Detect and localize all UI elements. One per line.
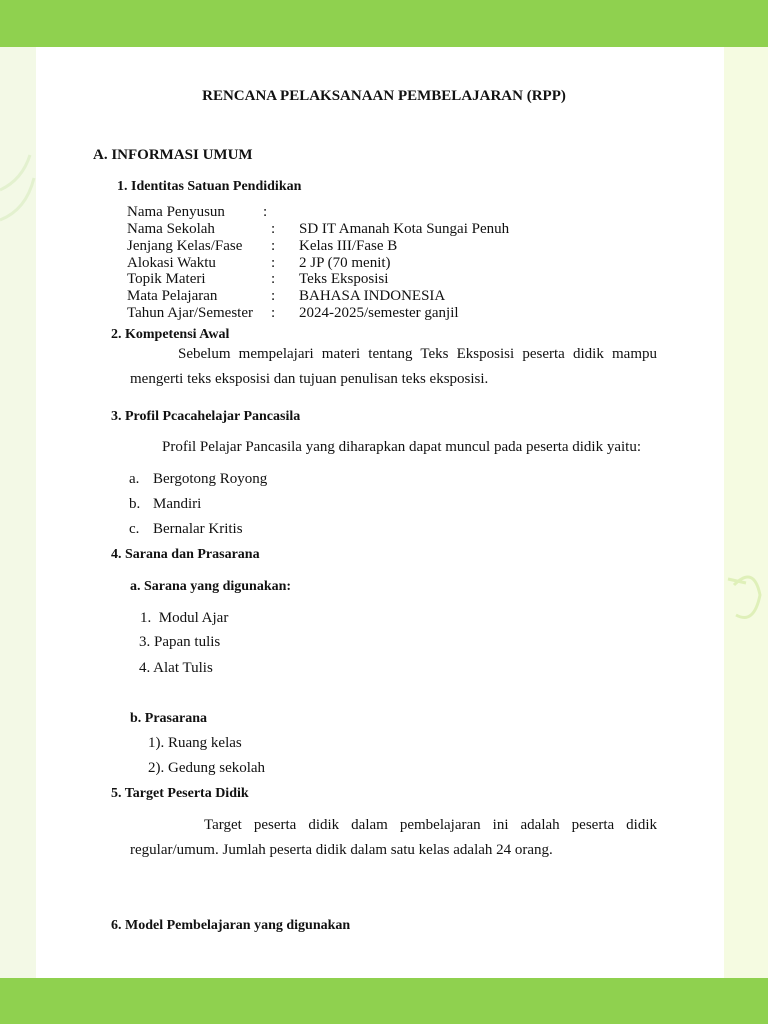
identitas-row bbox=[127, 221, 547, 238]
profil-heading: 3. Profil Pcacahelajar Pancasila bbox=[111, 409, 301, 424]
identitas-colon: : bbox=[271, 238, 276, 254]
identitas-row bbox=[127, 238, 547, 255]
identitas-value: Teks Eksposisi bbox=[299, 271, 389, 287]
identitas-value: SD IT Amanah Kota Sungai Penuh bbox=[299, 221, 510, 237]
identitas-value: BAHASA INDONESIA bbox=[299, 288, 446, 304]
kompetensi-heading: 2. Kompetensi Awal bbox=[111, 327, 230, 342]
identitas-colon: : bbox=[271, 255, 276, 271]
model-heading: 6. Model Pembelajaran yang digunakan bbox=[111, 918, 351, 933]
identitas-label: Tahun Ajar/Semester bbox=[127, 305, 253, 321]
identitas-row bbox=[127, 305, 547, 322]
bottom-green-band bbox=[0, 978, 768, 1024]
identitas-colon: : bbox=[271, 271, 276, 287]
identitas-colon: : bbox=[271, 221, 276, 237]
list-marker: b. bbox=[129, 496, 141, 512]
target-heading: 5. Target Peserta Didik bbox=[111, 786, 249, 801]
identitas-row bbox=[127, 204, 547, 221]
target-text-line: regular/umum. Jumlah peserta didik dalam satu kelas adalah 24 orang. bbox=[130, 842, 553, 858]
identitas-row bbox=[127, 271, 547, 288]
identitas-heading: 1. Identitas Satuan Pendidikan bbox=[117, 179, 302, 194]
top-green-band bbox=[0, 0, 768, 47]
leaf-decoration-right bbox=[724, 565, 768, 635]
leaf-decoration-left bbox=[0, 150, 36, 250]
list-item: Bergotong Royong bbox=[153, 471, 268, 487]
identitas-label: Topik Materi bbox=[127, 271, 206, 287]
identitas-colon: : bbox=[263, 204, 268, 220]
kompetensi-text-line: Sebelum mempelajari materi tentang Teks Eksposisi peserta didik mampu bbox=[178, 346, 657, 362]
right-margin bbox=[724, 47, 768, 978]
profil-intro: Profil Pelajar Pancasila yang diharapkan dapat muncul pada peserta didik yaitu: bbox=[162, 439, 642, 455]
kompetensi-text-line: mengerti teks eksposisi dan tujuan penulisan teks eksposisi. bbox=[130, 371, 489, 387]
list-item: 4. Alat Tulis bbox=[139, 660, 213, 676]
identitas-row bbox=[127, 255, 547, 272]
list-marker: a. bbox=[129, 471, 140, 487]
identitas-colon: : bbox=[271, 288, 276, 304]
list-item: 1). Ruang kelas bbox=[148, 735, 242, 751]
list-item: 1. Modul Ajar bbox=[140, 610, 229, 626]
identitas-value: Kelas III/Fase B bbox=[299, 238, 398, 254]
identitas-label: Alokasi Waktu bbox=[127, 255, 216, 271]
document-title: RENCANA PELAKSANAAN PEMBELAJARAN (RPP) bbox=[202, 88, 566, 104]
sarana-prasarana-heading: 4. Sarana dan Prasarana bbox=[111, 547, 260, 562]
identitas-colon: : bbox=[271, 305, 276, 321]
list-item: 2). Gedung sekolah bbox=[148, 760, 266, 776]
prasarana-heading: b. Prasarana bbox=[130, 711, 207, 726]
sarana-heading: a. Sarana yang digunakan: bbox=[130, 579, 292, 594]
list-item: 3. Papan tulis bbox=[139, 634, 221, 650]
list-item: Mandiri bbox=[153, 496, 202, 512]
identitas-label: Nama Penyusun bbox=[127, 204, 225, 220]
identitas-label: Jenjang Kelas/Fase bbox=[127, 238, 243, 254]
identitas-row bbox=[127, 288, 547, 305]
section-a-heading: A. INFORMASI UMUM bbox=[93, 147, 253, 163]
list-marker: c. bbox=[129, 521, 140, 537]
identitas-value: 2024-2025/semester ganjil bbox=[299, 305, 459, 321]
list-item: Bernalar Kritis bbox=[153, 521, 243, 537]
identitas-label: Nama Sekolah bbox=[127, 221, 215, 237]
target-text-line: Target peserta didik dalam pembelajaran ini adalah peserta didik bbox=[204, 817, 657, 833]
identitas-label: Mata Pelajaran bbox=[127, 288, 218, 304]
identitas-value: 2 JP (70 menit) bbox=[299, 255, 391, 271]
